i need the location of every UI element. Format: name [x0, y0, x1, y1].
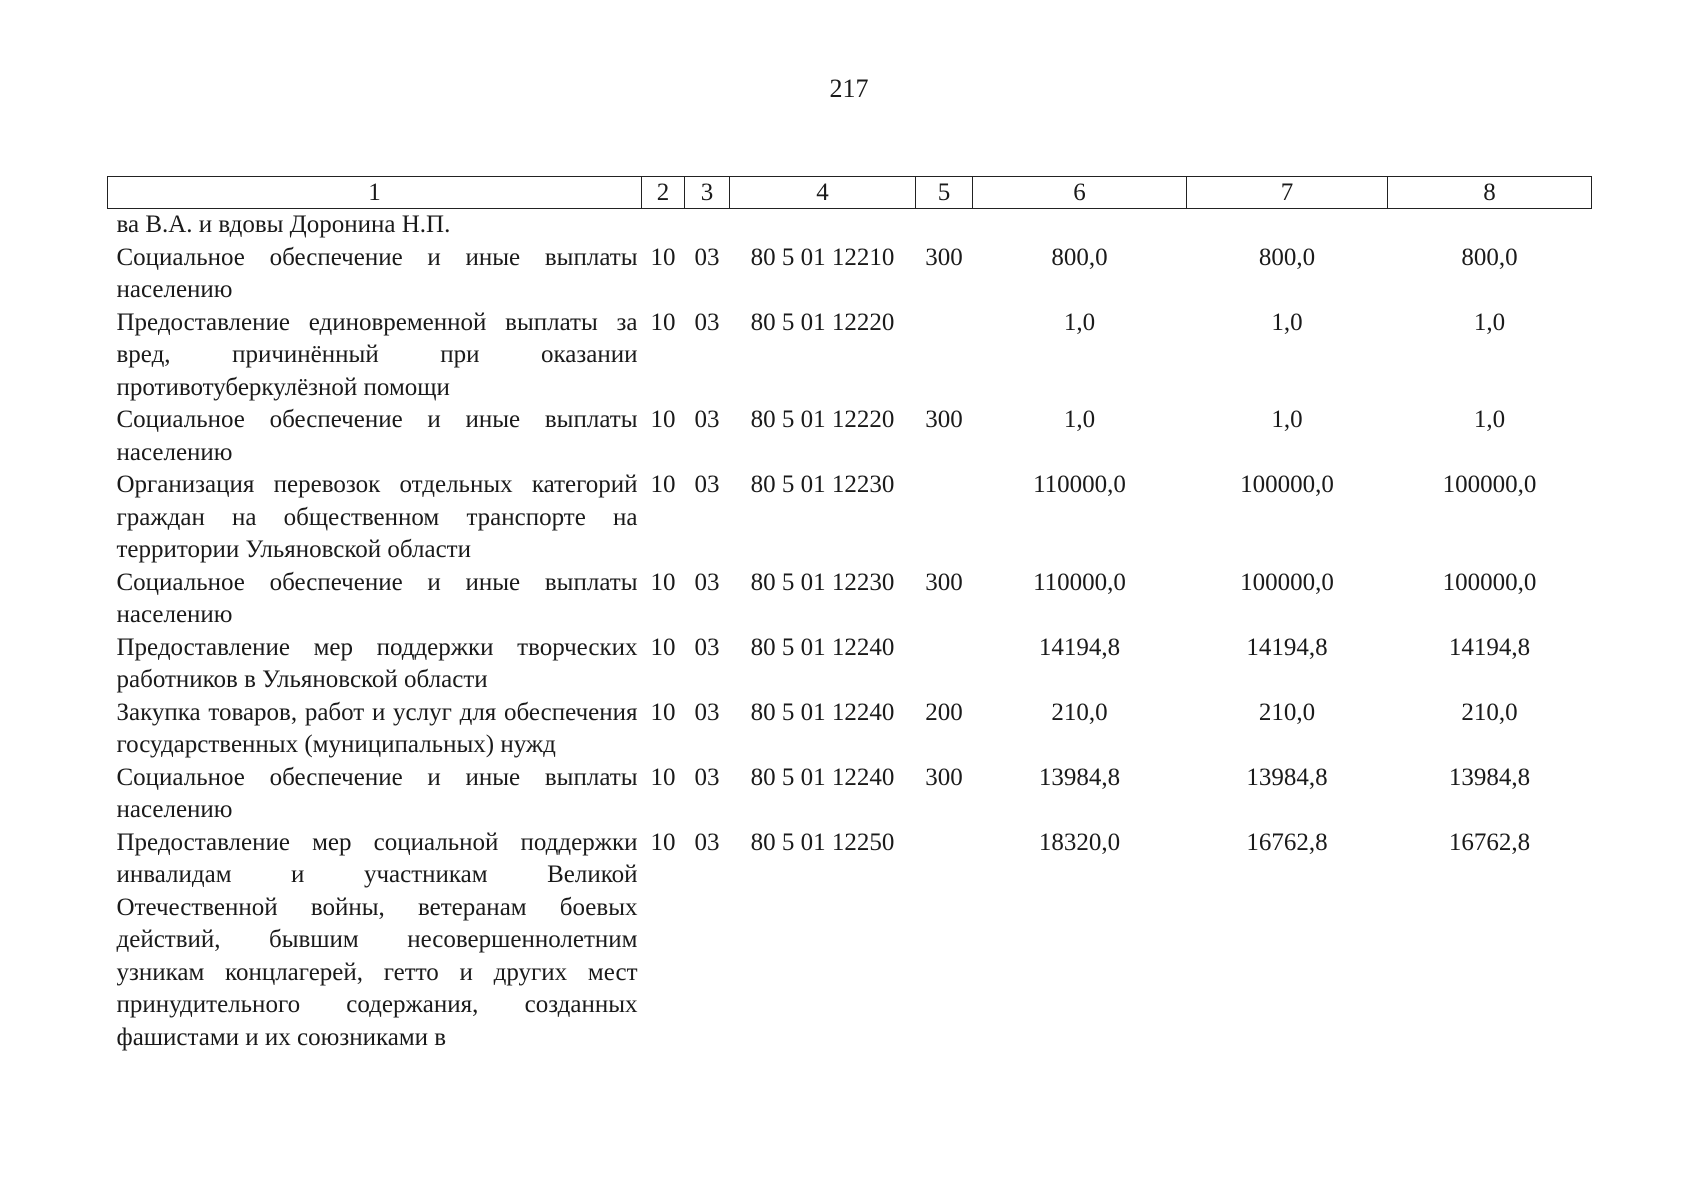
table-row [108, 209, 1592, 242]
row-target-code: 80 5 01 12240 [750, 698, 895, 726]
row-amount-col6 [973, 209, 1187, 242]
row-expense-type [916, 209, 973, 242]
row-subsection: 03 [694, 828, 720, 856]
row-subsection: 03 [694, 308, 720, 336]
row-amount-col7 [1187, 209, 1388, 242]
column-header-2: 2 [642, 177, 685, 209]
row-section: 10 [650, 633, 676, 661]
row-amount-col8: 1,0 [1473, 406, 1506, 433]
column-header-8: 8 [1388, 177, 1592, 209]
row-section: 10 [650, 406, 676, 433]
row-section: 10 [650, 698, 676, 726]
table-header [108, 177, 1592, 209]
row-description: Предоставление мер поддержки творческих работников в Ульяновской области [116, 633, 638, 693]
row-subsection: 03 [694, 471, 720, 498]
table-row [108, 697, 1592, 762]
row-amount-col8: 16762,8 [1448, 828, 1531, 856]
column-header-3: 3 [685, 177, 730, 209]
row-section: 10 [650, 828, 676, 856]
row-target-code: 80 5 01 12230 [750, 471, 895, 498]
table-row [108, 404, 1592, 469]
row-amount-col7: 800,0 [1258, 243, 1316, 271]
row-amount-col6: 110000,0 [1033, 471, 1126, 498]
row-expense-type [916, 307, 973, 405]
row-expense-type [916, 469, 973, 567]
table-row [108, 242, 1592, 307]
row-target-code: 80 5 01 12240 [750, 763, 895, 791]
row-target-code: 80 5 01 12210 [750, 243, 895, 271]
row-target-code: 80 5 01 12220 [750, 406, 895, 433]
row-amount-col8: 210,0 [1461, 698, 1518, 726]
budget-table [107, 176, 1592, 1054]
row-amount-col8: 800,0 [1461, 243, 1518, 271]
column-header-4: 4 [730, 177, 916, 209]
row-target-code: 80 5 01 12220 [750, 308, 895, 336]
row-amount-col6: 18320,0 [1038, 828, 1121, 856]
table-body [108, 209, 1592, 1055]
row-amount-col8: 13984,8 [1448, 763, 1531, 791]
row-description: Социальное обеспечение и иные выплаты населению [116, 568, 638, 628]
row-amount-col7: 210,0 [1258, 698, 1316, 726]
row-description: Предоставление единовременной выплаты за вред, причинённый при оказании противотуберкулёзной помощи [116, 308, 638, 401]
table-row [108, 567, 1592, 632]
row-subsection: 03 [694, 698, 720, 726]
row-amount-col6: 1,0 [1063, 406, 1096, 433]
row-subsection: 03 [694, 568, 720, 596]
row-subsection: 03 [694, 763, 720, 791]
row-expense-type [916, 632, 973, 697]
row-amount-col6: 110000,0 [1033, 568, 1126, 596]
column-header-1: 1 [108, 177, 642, 209]
row-section: 10 [650, 243, 676, 271]
row-expense-type: 200 [925, 698, 963, 726]
row-amount-col8: 14194,8 [1448, 633, 1531, 661]
column-header-5: 5 [916, 177, 973, 209]
table-row [108, 762, 1592, 827]
column-header-6: 6 [973, 177, 1187, 209]
table-row [108, 307, 1592, 405]
row-amount-col7: 1,0 [1271, 308, 1303, 336]
row-amount-col6: 800,0 [1051, 243, 1108, 271]
row-amount-col7: 14194,8 [1246, 633, 1328, 661]
table-row [108, 469, 1592, 567]
row-subsection: 03 [694, 243, 720, 271]
table-row [108, 827, 1592, 1055]
row-subsection: 03 [694, 406, 720, 433]
row-description: Организация перевозок отдельных категорий граждан на общественном транспорте на территории Ульяновской области [116, 471, 638, 563]
row-amount-col8 [1388, 209, 1592, 242]
row-description: ва В.А. и вдовы Доронина Н.П. [116, 211, 451, 238]
row-section: 10 [650, 763, 676, 791]
row-expense-type [916, 827, 973, 1055]
row-section [642, 209, 685, 242]
page-number: 217 [829, 74, 869, 103]
row-amount-col6: 210,0 [1051, 698, 1108, 726]
row-description: Закупка товаров, работ и услуг для обеспечения государственных (муниципальных) нужд [116, 698, 638, 758]
row-target-code: 80 5 01 12250 [750, 828, 895, 856]
header-row [108, 177, 1592, 209]
row-expense-type: 300 [925, 406, 963, 433]
table-row [108, 632, 1592, 697]
row-amount-col7: 1,0 [1271, 406, 1303, 433]
row-description: Социальное обеспечение и иные выплаты населению [116, 406, 638, 466]
row-target-code: 80 5 01 12240 [750, 633, 895, 661]
row-description: Социальное обеспечение и иные выплаты населению [116, 763, 638, 823]
row-subsection [685, 209, 730, 242]
row-section: 10 [650, 308, 676, 336]
row-subsection: 03 [694, 633, 720, 661]
row-amount-col7: 16762,8 [1246, 828, 1328, 856]
row-section: 10 [650, 471, 676, 498]
row-target-code [730, 209, 916, 242]
row-description: Социальное обеспечение и иные выплаты населению [116, 243, 638, 303]
row-section: 10 [650, 568, 676, 596]
row-description: Предоставление мер социальной поддержки инвалидам и участникам Великой Отечественной войны, ветеранам боевых действий, бывшим несовершеннолетним узникам концлагерей, гетто и других мест принудительного содержания, созданных фашистами и их союзниками в [116, 828, 638, 1051]
column-header-7: 7 [1187, 177, 1388, 209]
row-amount-col7: 13984,8 [1246, 763, 1328, 791]
row-amount-col8: 100000,0 [1442, 568, 1537, 596]
row-amount-col6: 13984,8 [1038, 763, 1121, 791]
row-expense-type: 300 [925, 763, 963, 791]
row-expense-type: 300 [925, 243, 963, 271]
row-target-code: 80 5 01 12230 [750, 568, 895, 596]
row-amount-col7: 100000,0 [1240, 471, 1334, 498]
row-amount-col7: 100000,0 [1240, 568, 1334, 596]
row-amount-col8: 1,0 [1473, 308, 1506, 336]
row-amount-col8: 100000,0 [1442, 471, 1537, 498]
row-amount-col6: 1,0 [1063, 308, 1096, 336]
row-amount-col6: 14194,8 [1038, 633, 1121, 661]
row-expense-type: 300 [925, 568, 963, 596]
